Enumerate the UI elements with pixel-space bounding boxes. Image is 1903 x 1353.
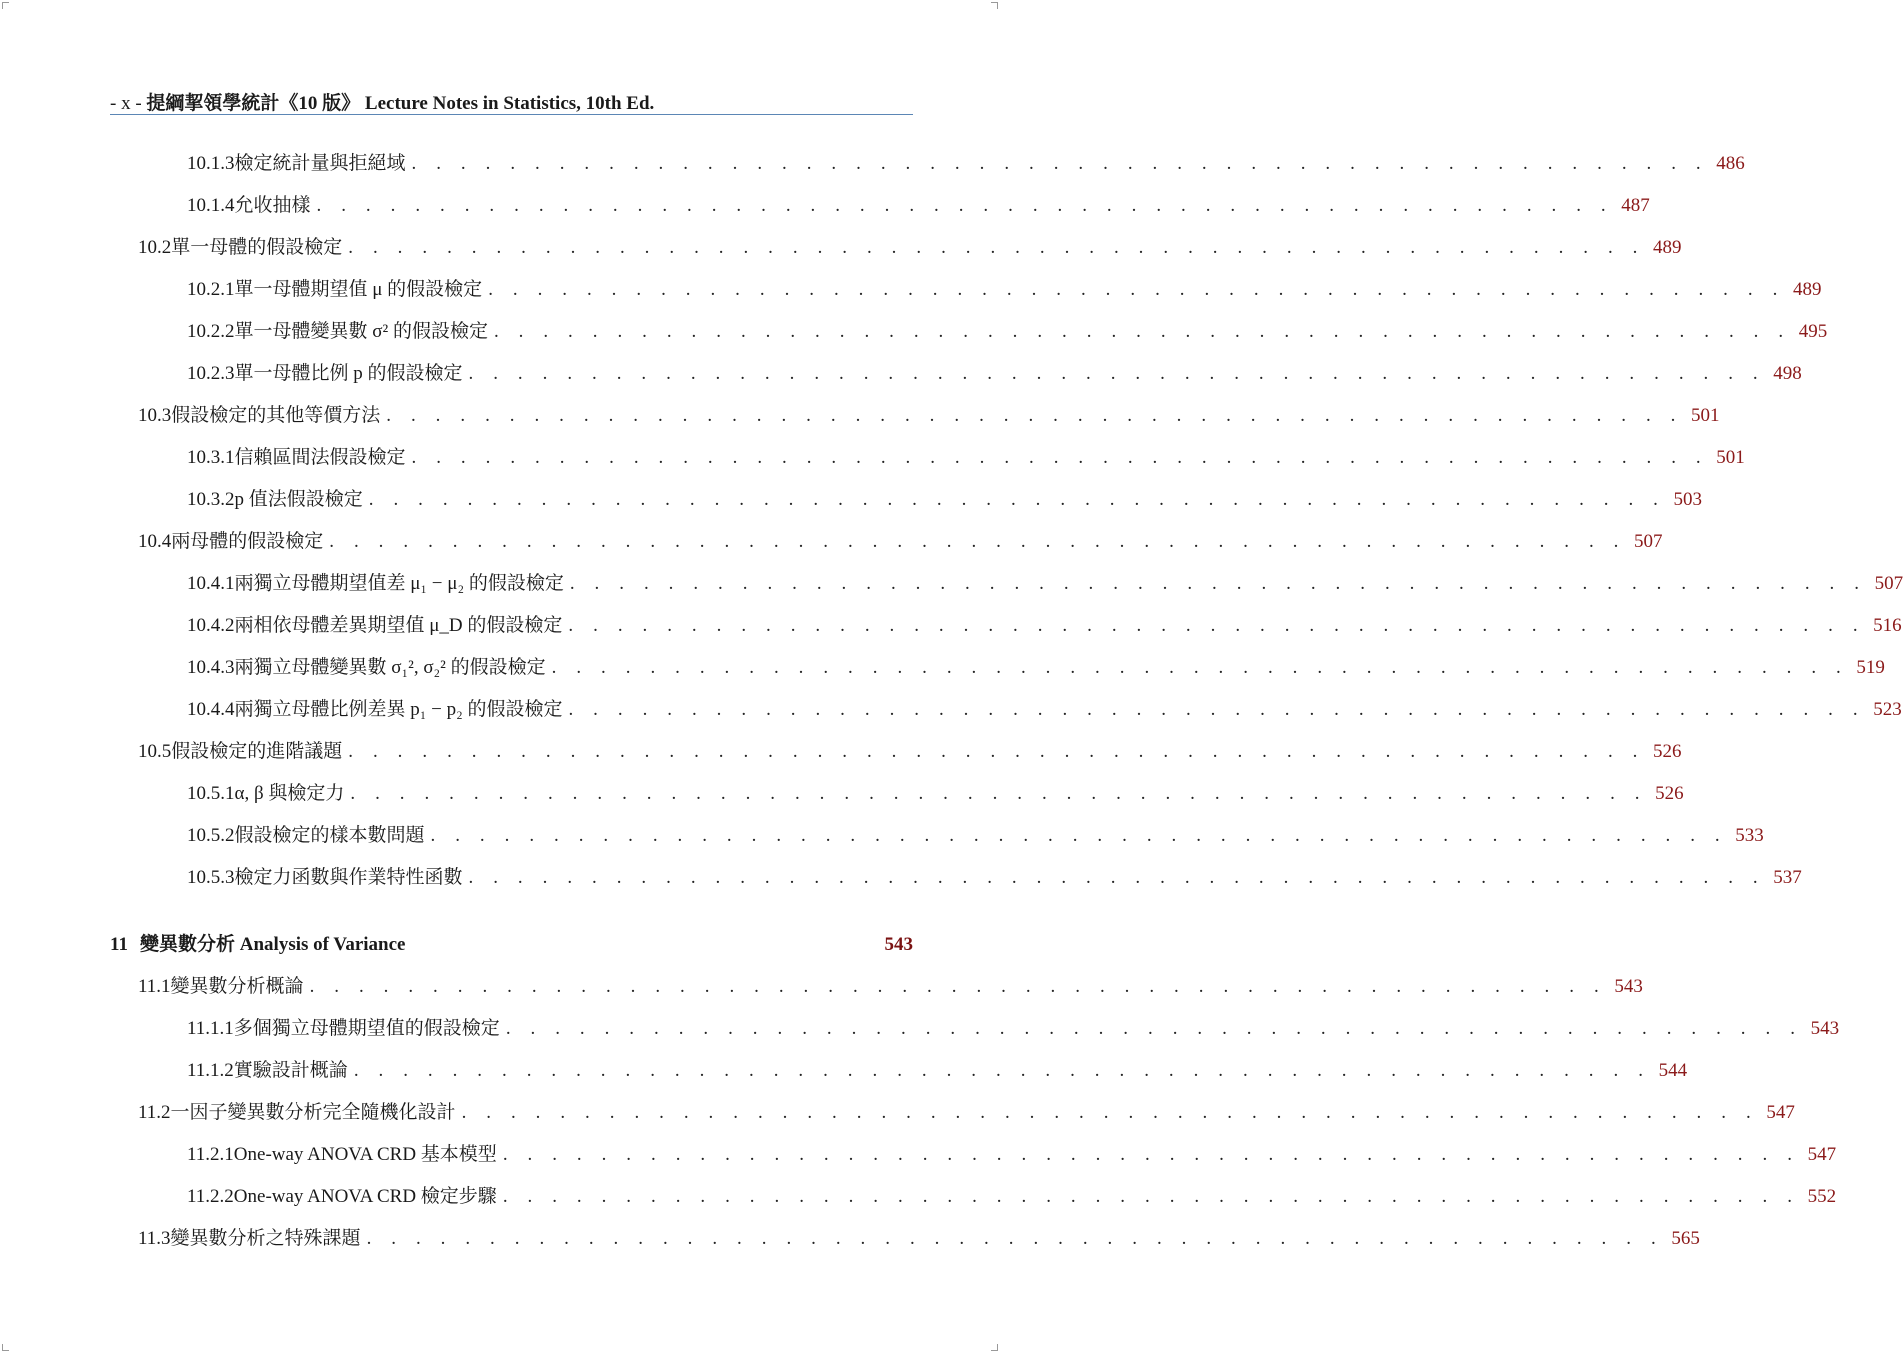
- dot-leader: . . . . . . . . . . . . . . . . . . . . . . . . . . . . . . . . . . . . . . . . . . . . . . . . . . . . .: [350, 783, 1648, 804]
- toc-entry-10-1-3[interactable]: [187, 148, 1745, 178]
- toc-number: 10.2.3: [187, 363, 235, 384]
- toc-page: 489: [1653, 237, 1682, 258]
- toc-number: 10.1.4: [187, 195, 235, 216]
- toc-title: 兩相依母體差異期望值 μ_D 的假設檢定: [234, 615, 563, 636]
- dot-leader: . . . . . . . . . . . . . . . . . . . . . . . . . . . . . . . . . . . . . . . . . . . . . . . . . . . . .: [353, 1060, 1651, 1081]
- toc-number: 10.3.2: [187, 489, 235, 510]
- toc-number: 10.4: [138, 531, 172, 552]
- toc-title: 兩母體的假設檢定: [171, 531, 324, 552]
- dot-leader: . . . . . . . . . . . . . . . . . . . . . . . . . . . . . . . . . . . . . . . . . . . . . . . . . . . . .: [488, 279, 1785, 300]
- crop-mark: [991, 1344, 998, 1351]
- toc-number: 11.1.1: [187, 1018, 234, 1039]
- toc-entry-10-5-3[interactable]: [187, 862, 1802, 892]
- toc-title: 假設檢定的其他等價方法: [171, 405, 381, 426]
- toc-entry-10-4-3[interactable]: [187, 652, 1885, 682]
- toc-title: 兩獨立母體變異數 σ₁², σ₂² 的假設檢定: [234, 657, 546, 678]
- toc-entry-10-5-1[interactable]: [187, 778, 1684, 808]
- dot-leader: . . . . . . . . . . . . . . . . . . . . . . . . . . . . . . . . . . . . . . . . . . . . . . . . . . . . .: [411, 153, 1709, 174]
- toc-number: 11.1: [138, 976, 171, 997]
- toc-page: 489: [1792, 279, 1822, 300]
- toc-entry-11-2-2[interactable]: [187, 1181, 1837, 1211]
- dot-leader: . . . . . . . . . . . . . . . . . . . . . . . . . . . . . . . . . . . . . . . . . . . . . . . . . . . . .: [493, 321, 1791, 342]
- toc-entry-11-3[interactable]: [138, 1223, 1700, 1253]
- toc-number: 10.4.1: [187, 573, 235, 594]
- toc-entry-10-1-4[interactable]: [187, 190, 1650, 220]
- toc-entry-10-2-2[interactable]: [187, 316, 1828, 346]
- toc-page: 547: [1807, 1144, 1837, 1165]
- toc-page: 503: [1673, 489, 1703, 510]
- dot-leader: . . . . . . . . . . . . . . . . . . . . . . . . . . . . . . . . . . . . . . . . . . . . . . . . . . . . .: [368, 489, 1666, 510]
- toc-entry-10-2-1[interactable]: [187, 274, 1822, 304]
- toc-entry-10-4-2[interactable]: [187, 610, 1902, 640]
- toc-number: 11: [110, 934, 128, 955]
- toc-title: 檢定力函數與作業特性函數: [234, 867, 463, 888]
- dot-leader: . . . . . . . . . . . . . . . . . . . . . . . . . . . . . . . . . . . . . . . . . . . . . . . . . . . . .: [366, 1228, 1664, 1249]
- toc-entry-10-2[interactable]: [138, 232, 1682, 262]
- dot-leader: . . . . . . . . . . . . . . . . . . . . . . . . . . . . . . . . . . . . . . . . . . . . . . . . . . . . .: [568, 699, 1866, 720]
- toc-entry-10-5-2[interactable]: [187, 820, 1764, 850]
- toc-title: One-way ANOVA CRD 檢定步驟: [233, 1186, 497, 1207]
- toc-page: 501: [1691, 405, 1720, 426]
- running-header: [110, 88, 913, 115]
- dot-leader: . . . . . . . . . . . . . . . . . . . . . . . . . . . . . . . . . . . . . . . . . . . . . . . . . . . . .: [348, 741, 1646, 762]
- toc-number: 11.3: [138, 1228, 171, 1249]
- toc-number: 10.3: [138, 405, 172, 426]
- toc-number: 11.2.2: [187, 1186, 234, 1207]
- toc-entry-11-1-2[interactable]: [187, 1055, 1688, 1085]
- toc-page: 516: [1873, 615, 1902, 636]
- toc-page: 537: [1773, 867, 1802, 888]
- toc-title: 單一母體期望值 μ 的假設檢定: [234, 279, 483, 300]
- toc-title: 允收抽樣: [234, 195, 311, 216]
- toc-number: 10.2.2: [187, 321, 235, 342]
- dot-leader: . . . . . . . . . . . . . . . . . . . . . . . . . . . . . . . . . . . . . . . . . . . . . . . . . . . . .: [411, 447, 1709, 468]
- toc-number: 10.1.3: [187, 153, 235, 174]
- toc-number: 10.2.1: [187, 279, 235, 300]
- toc-entry-10-5[interactable]: [138, 736, 1682, 766]
- dot-leader: . . . . . . . . . . . . . . . . . . . . . . . . . . . . . . . . . . . . . . . . . . . . . . . . . . . . .: [505, 1018, 1803, 1039]
- dot-leader: . . . . . . . . . . . . . . . . . . . . . . . . . . . . . . . . . . . . . . . . . . . . . . . . . . . . .: [502, 1186, 1800, 1207]
- toc-title: 單一母體變異數 σ² 的假設檢定: [234, 321, 488, 342]
- toc-page: 523: [1873, 699, 1902, 720]
- dot-leader: . . . . . . . . . . . . . . . . . . . . . . . . . . . . . . . . . . . . . . . . . . . . . . . . . . . . .: [568, 615, 1866, 636]
- toc-number: 11.2: [138, 1102, 171, 1123]
- toc-page: 565: [1671, 1228, 1700, 1249]
- toc-title: 兩獨立母體期望值差 μ₁ − μ₂ 的假設檢定: [234, 573, 564, 594]
- dot-leader: . . . . . . . . . . . . . . . . . . . . . . . . . . . . . . . . . . . . . . . . . . . . . . . . . . . . .: [502, 1144, 1800, 1165]
- crop-mark: [991, 2, 998, 9]
- toc-page: 544: [1658, 1060, 1688, 1081]
- toc-page: 507: [1874, 573, 1903, 594]
- toc-number: 10.5: [138, 741, 172, 762]
- toc-entry-11-2[interactable]: [138, 1097, 1795, 1127]
- dot-leader: . . . . . . . . . . . . . . . . . . . . . . . . . . . . . . . . . . . . . . . . . . . . . . . . . . . . .: [569, 573, 1867, 594]
- toc-title: 假設檢定的進階議題: [171, 741, 343, 762]
- toc-title: α, β 與檢定力: [234, 783, 345, 804]
- dot-leader: . . . . . . . . . . . . . . . . . . . . . . . . . . . . . . . . . . . . . . . . . . . . . . . . . . . . .: [316, 195, 1614, 216]
- toc-page: 526: [1653, 741, 1682, 762]
- toc-number: 10.4.3: [187, 657, 235, 678]
- toc-title: p 值法假設檢定: [234, 489, 363, 510]
- crop-mark: [2, 1344, 9, 1351]
- toc-page: 526: [1655, 783, 1684, 804]
- crop-mark: [2, 2, 9, 9]
- toc-page: 543: [884, 934, 913, 955]
- toc-entry-10-3[interactable]: [138, 400, 1720, 430]
- toc-title: 實驗設計概論: [233, 1060, 348, 1081]
- dot-leader: . . . . . . . . . . . . . . . . . . . . . . . . . . . . . . . . . . . . . . . . . . . . . . . . . . . . .: [309, 976, 1607, 997]
- toc-number: 10.5.2: [187, 825, 235, 846]
- toc-entry-11-1[interactable]: [138, 971, 1643, 1001]
- dot-leader: . . . . . . . . . . . . . . . . . . . . . . . . . . . . . . . . . . . . . . . . . . . . . . . . . . . . .: [551, 657, 1849, 678]
- toc-title: 變異數分析之特殊課題: [170, 1228, 361, 1249]
- book-title: 提綱挈領學統計《10 版》 Lecture Notes in Statistics, 10th Ed.: [146, 93, 655, 114]
- toc-entry-10-4-1[interactable]: [187, 568, 1903, 598]
- toc-title: 兩獨立母體比例差異 p₁ − p₂ 的假設檢定: [234, 699, 563, 720]
- toc-chapter-11[interactable]: [110, 929, 913, 959]
- toc-number: 10.2: [138, 237, 172, 258]
- toc-entry-11-2-1[interactable]: [187, 1139, 1837, 1169]
- toc-number: 10.4.2: [187, 615, 235, 636]
- toc-page: 552: [1807, 1186, 1837, 1207]
- toc-page: 486: [1716, 153, 1745, 174]
- toc-entry-10-4[interactable]: [138, 526, 1663, 556]
- toc-page: 501: [1716, 447, 1745, 468]
- toc-entry-10-3-2[interactable]: [187, 484, 1703, 514]
- toc-page: 543: [1614, 976, 1643, 997]
- toc-page: 533: [1735, 825, 1764, 846]
- toc-entry-10-3-1[interactable]: [187, 442, 1745, 472]
- dot-leader: . . . . . . . . . . . . . . . . . . . . . . . . . . . . . . . . . . . . . . . . . . . . . . . . . . . . .: [468, 867, 1766, 888]
- page-number: - x -: [110, 93, 142, 114]
- toc-title: One-way ANOVA CRD 基本模型: [233, 1144, 497, 1165]
- toc-entry-10-4-4[interactable]: [187, 694, 1902, 724]
- dot-leader: . . . . . . . . . . . . . . . . . . . . . . . . . . . . . . . . . . . . . . . . . . . . . . . . . . . . .: [468, 363, 1766, 384]
- dot-leader: . . . . . . . . . . . . . . . . . . . . . . . . . . . . . . . . . . . . . . . . . . . . . . . . . . . . .: [461, 1102, 1759, 1123]
- dot-leader: . . . . . . . . . . . . . . . . . . . . . . . . . . . . . . . . . . . . . . . . . . . . . . . . . . . . .: [386, 405, 1684, 426]
- toc-title: 一因子變異數分析完全隨機化設計: [170, 1102, 456, 1123]
- toc-title: 變異數分析概論: [170, 976, 304, 997]
- toc-number: 11.1.2: [187, 1060, 234, 1081]
- toc-title: 檢定統計量與拒絕域: [234, 153, 406, 174]
- toc-title: 信賴區間法假設檢定: [234, 447, 406, 468]
- toc-title: 多個獨立母體期望值的假設檢定: [233, 1018, 500, 1039]
- toc-title: 單一母體的假設檢定: [171, 237, 343, 258]
- toc-page: 543: [1810, 1018, 1840, 1039]
- toc-title: 變異數分析 Analysis of Variance: [140, 934, 406, 955]
- toc-title: 單一母體比例 p 的假設檢定: [234, 363, 463, 384]
- toc-page: 495: [1798, 321, 1828, 342]
- toc-page: 547: [1766, 1102, 1795, 1123]
- toc-number: 11.2.1: [187, 1144, 234, 1165]
- toc-title: 假設檢定的樣本數問題: [234, 825, 425, 846]
- dot-leader: . . . . . . . . . . . . . . . . . . . . . . . . . . . . . . . . . . . . . . . . . . . . . . . . . . . . .: [329, 531, 1627, 552]
- toc-number: 10.5.1: [187, 783, 235, 804]
- toc-entry-10-2-3[interactable]: [187, 358, 1802, 388]
- toc-page: 487: [1621, 195, 1650, 216]
- toc-number: 10.3.1: [187, 447, 235, 468]
- toc-page: 498: [1773, 363, 1802, 384]
- toc-page: 507: [1634, 531, 1663, 552]
- toc-entry-11-1-1[interactable]: [187, 1013, 1840, 1043]
- dot-leader: . . . . . . . . . . . . . . . . . . . . . . . . . . . . . . . . . . . . . . . . . . . . . . . . . . . . .: [348, 237, 1646, 258]
- toc-page: 519: [1856, 657, 1885, 678]
- toc-number: 10.5.3: [187, 867, 235, 888]
- toc-number: 10.4.4: [187, 699, 235, 720]
- dot-leader: . . . . . . . . . . . . . . . . . . . . . . . . . . . . . . . . . . . . . . . . . . . . . . . . . . . . .: [430, 825, 1728, 846]
